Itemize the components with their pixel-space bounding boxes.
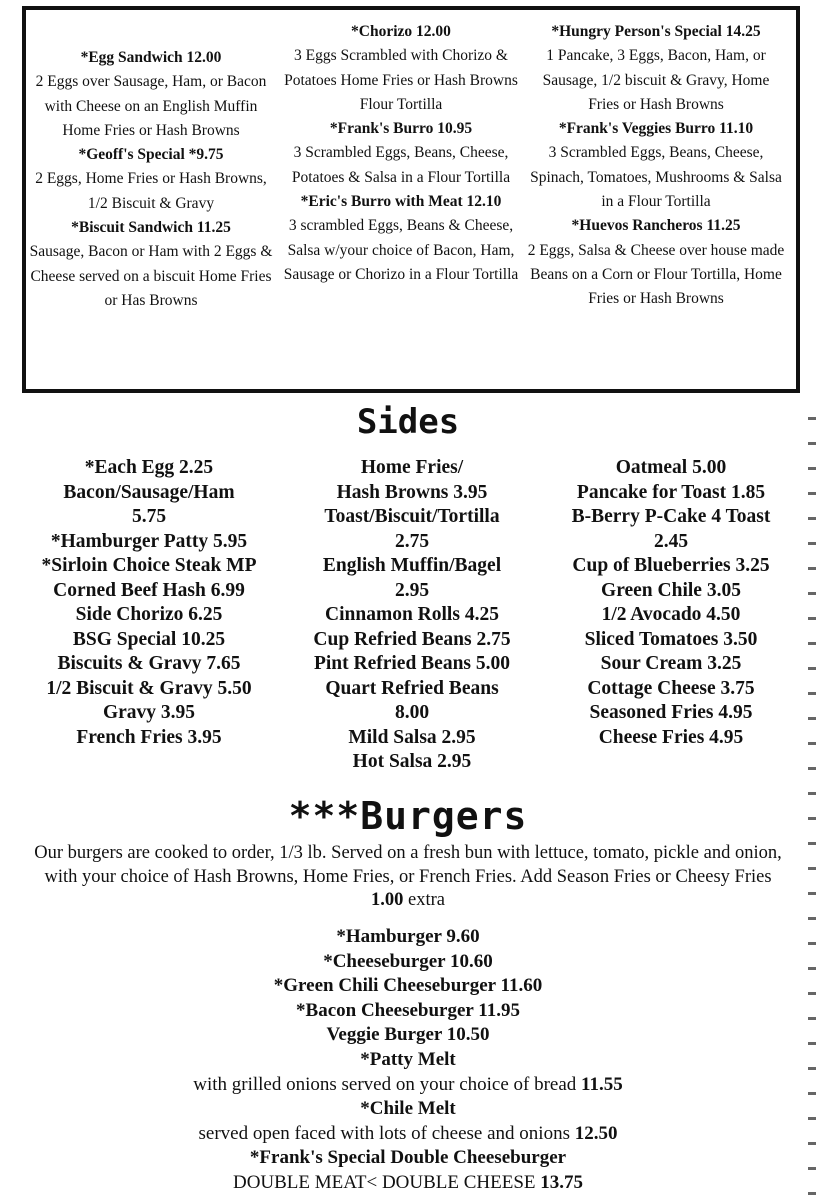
burgers-list xyxy=(0,925,816,1196)
side-item: 8.00 xyxy=(394,702,430,723)
side-item: 1/2 Biscuit & Gravy 5.50 xyxy=(46,677,252,699)
sides-heading: Sides xyxy=(356,402,460,442)
side-item: Pancake for Toast 1.85 xyxy=(576,481,766,503)
chile-melt-desc-text: served open faced with lots of cheese and onions xyxy=(198,1122,570,1144)
side-item: BSG Special 10.25 xyxy=(72,628,226,650)
menu-item-description: 3 Eggs Scrambled with Chorizo & Potatoes Home Fries or Hash Browns Flour Tortilla xyxy=(284,47,518,113)
burger-item: *Cheeseburger 10.60 xyxy=(323,950,493,972)
patty-melt-description xyxy=(0,1073,816,1098)
menu-item-description: 1 Pancake, 3 Eggs, Bacon, Ham, or Sausage, 1/2 biscuit & Gravy, Home Fries or Hash Browns xyxy=(542,47,770,113)
side-item: Quart Refried Beans xyxy=(325,677,499,699)
menu-item-title: *Egg Sandwich 12.00 xyxy=(80,49,222,66)
menu-item-description: 3 scrambled Eggs, Beans & Cheese, Salsa w/your choice of Bacon, Ham, Sausage or Chorizo in a Flour Tortilla xyxy=(283,217,519,283)
side-item: Oatmeal 5.00 xyxy=(615,457,727,478)
side-item: Side Chorizo 6.25 xyxy=(75,604,223,625)
side-item: English Muffin/Bagel xyxy=(322,555,502,576)
patty-melt-title: *Patty Melt xyxy=(360,1048,456,1070)
sides-column-1 xyxy=(14,456,284,750)
side-item: Green Chile 3.05 xyxy=(601,579,741,601)
side-item: Biscuits & Gravy 7.65 xyxy=(57,653,241,674)
menu-item-description: 2 Eggs, Home Fries or Hash Browns, 1/2 Biscuit & Gravy xyxy=(35,170,267,212)
menu-item-description: 3 Scrambled Eggs, Beans, Cheese, Potatoes & Salsa in a Flour Tortilla xyxy=(291,144,511,186)
side-item: Seasoned Fries 4.95 xyxy=(589,702,753,723)
menu-item-description: Sausage, Bacon or Ham with 2 Eggs & Cheese served on a biscuit Home Fries or Has Browns xyxy=(29,243,273,309)
side-item: Gravy 3.95 xyxy=(102,702,196,723)
side-item: Hash Browns 3.95 xyxy=(336,481,488,503)
side-item: 2.75 xyxy=(394,530,430,552)
side-item: Hot Salsa 2.95 xyxy=(352,751,472,772)
menu-item-title: *Frank's Veggies Burro 11.10 xyxy=(558,120,754,138)
burgers-intro-price: 1.00 xyxy=(371,890,404,910)
burger-item: *Hamburger 9.60 xyxy=(336,926,480,947)
burger-item: *Green Chili Cheeseburger 11.60 xyxy=(273,975,543,997)
menu-item-title: *Frank's Burro 10.95 xyxy=(329,120,473,138)
side-item: Pint Refried Beans 5.00 xyxy=(313,653,511,674)
side-item: Cup of Blueberries 3.25 xyxy=(572,555,770,576)
burger-item: Veggie Burger 10.50 xyxy=(326,1024,490,1046)
side-item: 5.75 xyxy=(131,506,167,527)
menu-item-title: *Huevos Rancheros 11.25 xyxy=(571,217,741,235)
side-item: 1/2 Avocado 4.50 xyxy=(601,604,741,625)
franks-special-description xyxy=(0,1171,816,1196)
burger-item: *Bacon Cheeseburger 11.95 xyxy=(296,999,520,1021)
menu-item-description: 2 Eggs, Salsa & Cheese over house made Beans on a Corn or Flour Tortilla, Home Fries or Hash Browns xyxy=(527,241,785,308)
side-item: Toast/Biscuit/Tortilla xyxy=(324,506,500,527)
sides-column-2 xyxy=(282,456,542,775)
chile-melt-price: 12.50 xyxy=(574,1122,618,1144)
side-item: Corned Beef Hash 6.99 xyxy=(53,579,245,601)
chile-melt-description xyxy=(0,1122,816,1147)
burgers-intro xyxy=(30,842,786,913)
franks-special-title: *Frank's Special Double Cheeseburger xyxy=(249,1147,567,1169)
menu-item-title: *Biscuit Sandwich 11.25 xyxy=(71,219,231,237)
side-item: B-Berry P-Cake 4 Toast xyxy=(571,506,771,527)
menu-item-description: 2 Eggs over Sausage, Ham, or Bacon with Cheese on an English Muffin Home Fries or Hash Browns xyxy=(35,73,267,139)
side-item: 2.95 xyxy=(394,579,430,601)
breakfast-column-2 xyxy=(276,20,526,389)
burgers-intro-text: Our burgers are cooked to order, 1/3 lb. Served on a fresh bun with lettuce, tomato, pickle and onion, with your choice of Hash Browns, Home Fries, or French Fries. Add Season Fries or Cheesy Fries xyxy=(34,843,782,887)
side-item: *Each Egg 2.25 xyxy=(84,457,214,478)
franks-special-desc-text: DOUBLE MEAT< DOUBLE CHEESE xyxy=(232,1171,536,1193)
breakfast-column-3 xyxy=(526,20,786,389)
side-item: *Hamburger Patty 5.95 xyxy=(50,530,248,552)
scan-edge-marks xyxy=(808,395,816,1200)
side-item: Home Fries/ xyxy=(360,457,464,478)
side-item: French Fries 3.95 xyxy=(76,726,222,748)
patty-melt-price: 11.55 xyxy=(581,1073,623,1095)
burgers-heading: ***Burgers xyxy=(288,794,528,838)
patty-melt-desc-text: with grilled onions served on your choice of bread xyxy=(193,1073,577,1095)
chile-melt-title: *Chile Melt xyxy=(360,1098,456,1120)
breakfast-column-1 xyxy=(26,46,276,389)
side-item: Bacon/Sausage/Ham xyxy=(63,481,235,503)
side-item: Cheese Fries 4.95 xyxy=(598,726,744,748)
burgers-intro-suffix: extra xyxy=(403,890,445,910)
side-item: Mild Salsa 2.95 xyxy=(348,726,476,748)
menu-item-title: *Hungry Person's Special 14.25 xyxy=(551,23,761,40)
menu-item-title: *Chorizo 12.00 xyxy=(351,23,451,40)
side-item: Cottage Cheese 3.75 xyxy=(587,677,755,699)
menu-item-title: *Geoff's Special *9.75 xyxy=(78,146,224,164)
breakfast-menu-box xyxy=(22,6,800,393)
menu-item-title: *Eric's Burro with Meat 12.10 xyxy=(300,193,502,211)
side-item: 2.45 xyxy=(653,530,689,552)
menu-item-description: 3 Scrambled Eggs, Beans, Cheese, Spinach, Tomatoes, Mushrooms & Salsa in a Flour Tortilla xyxy=(530,144,782,211)
side-item: Sliced Tomatoes 3.50 xyxy=(584,628,758,650)
sides-column-3 xyxy=(540,456,802,750)
side-item: Cup Refried Beans 2.75 xyxy=(313,628,511,650)
side-item: *Sirloin Choice Steak MP xyxy=(41,555,257,576)
franks-special-price: 13.75 xyxy=(540,1171,584,1193)
side-item: Cinnamon Rolls 4.25 xyxy=(325,604,499,625)
side-item: Sour Cream 3.25 xyxy=(600,653,742,674)
